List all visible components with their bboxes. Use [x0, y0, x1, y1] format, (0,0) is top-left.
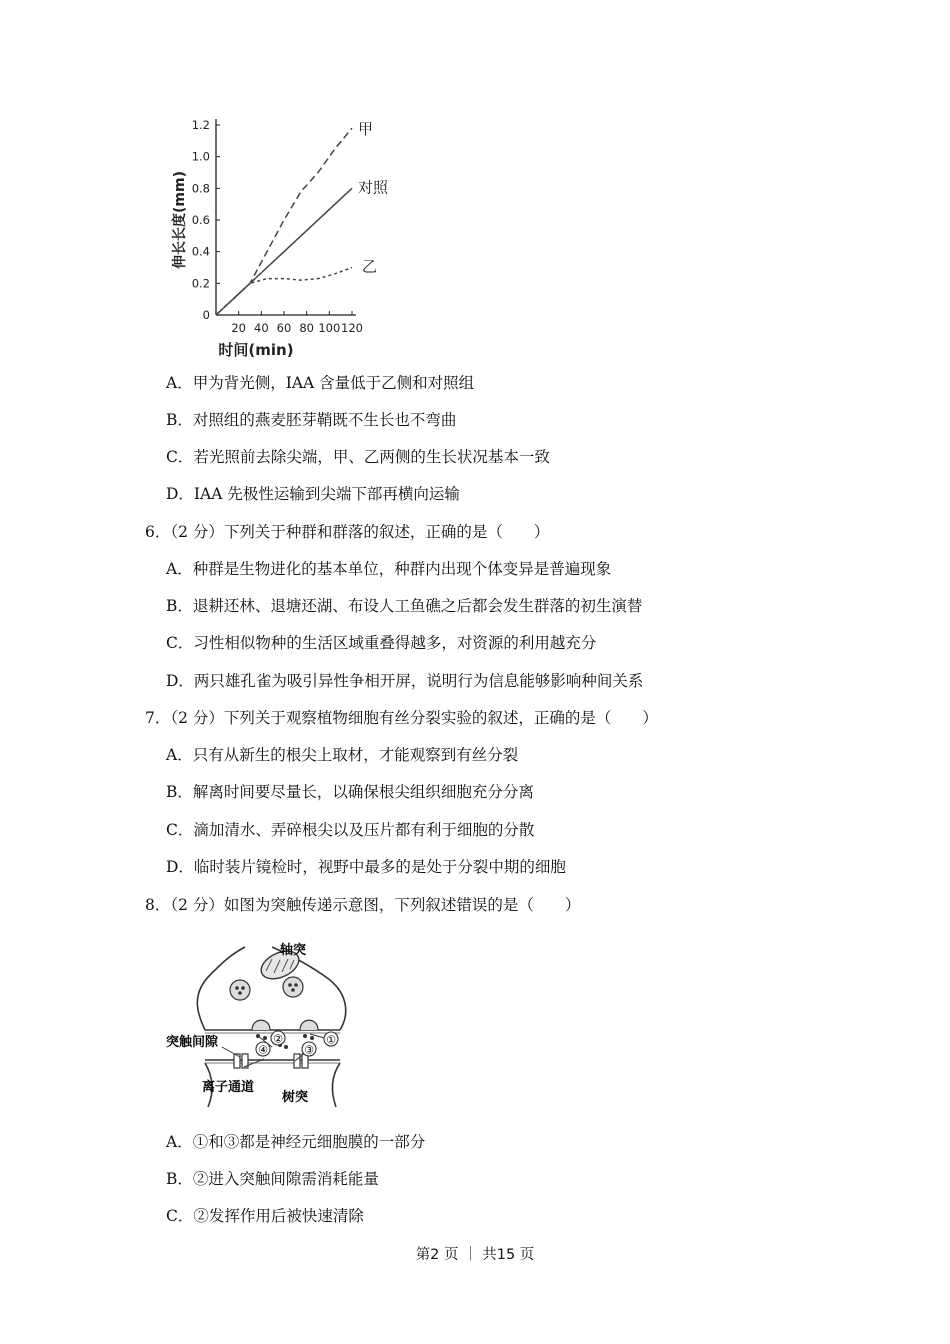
q6-stem: 6．（2 分）下列关于种群和群落的叙述，正确的是（ ） [145, 523, 550, 541]
growth-chart [160, 112, 400, 362]
label-n3: ③ [304, 1043, 314, 1057]
q6-option-c[interactable]: C．习性相似物种的生活区域重叠得越多，对资源的利用越充分 [166, 634, 597, 652]
label-n2: ② [273, 1032, 283, 1046]
q5-option-b[interactable]: B．对照组的燕麦胚芽鞘既不生长也不弯曲 [166, 411, 457, 429]
synapse-diagram [160, 935, 360, 1110]
y-tick-label: 0 [202, 308, 210, 322]
series-line-0 [216, 128, 352, 315]
series-label-0: 甲 [358, 120, 374, 139]
q7-stem: 7．（2 分）下列关于观察植物细胞有丝分裂实验的叙述，正确的是（ ） [145, 709, 658, 727]
q5-option-c[interactable]: C．若光照前去除尖端，甲、乙两侧的生长状况基本一致 [166, 448, 550, 466]
q7-option-a[interactable]: A．只有从新生的根尖上取材，才能观察到有丝分裂 [166, 746, 519, 764]
q8-stem: 8．（2 分）如图为突触传递示意图，下列叙述错误的是（ ） [145, 896, 581, 914]
x-tick-label: 100 [318, 321, 341, 335]
label-channel: 离子通道 [202, 1080, 255, 1095]
synapse-svg [160, 935, 360, 1110]
page-footer: 第2 页 ｜ 共15 页 [415, 1247, 535, 1263]
q7-option-c[interactable]: C．滴加清水、弄碎根尖以及压片都有利于细胞的分散 [166, 821, 535, 839]
y-tick-label: 0.6 [191, 213, 210, 227]
y-tick-label: 0.2 [191, 276, 210, 291]
label-axon: 轴突 [280, 943, 307, 958]
y-axis-label: 伸长长度(mm) [172, 171, 188, 269]
q5-option-d[interactable]: D．IAA 先极性运输到尖端下部再横向运输 [166, 485, 460, 503]
series-line-1 [216, 188, 352, 315]
label-n4: ④ [258, 1043, 268, 1057]
x-tick-label: 60 [276, 321, 292, 335]
y-tick-label: 1.2 [191, 118, 210, 132]
q7-option-d[interactable]: D．临时装片镜检时，视野中最多的是处于分裂中期的细胞 [166, 858, 566, 876]
growth-chart-svg [160, 112, 400, 362]
y-tick-label: 0.4 [191, 244, 210, 259]
q8-option-c[interactable]: C．②发挥作用后被快速清除 [166, 1207, 364, 1225]
y-tick-label: 0.8 [191, 181, 210, 196]
q6-option-a[interactable]: A．种群是生物进化的基本单位，种群内出现个体变异是普遍现象 [166, 560, 612, 578]
label-n1: ① [326, 1033, 336, 1047]
x-tick-label: 80 [299, 321, 314, 335]
series-label-2: 乙 [362, 257, 378, 276]
label-dendrite: 树突 [282, 1090, 309, 1105]
x-axis-label: 时间(min) [218, 341, 294, 359]
q7-option-b[interactable]: B．解离时间要尽量长，以确保根尖组织细胞充分分离 [166, 783, 534, 801]
q8-option-b[interactable]: B．②进入突触间隙需消耗能量 [166, 1170, 379, 1188]
x-tick-label: 20 [231, 321, 246, 335]
q6-option-d[interactable]: D．两只雄孔雀为吸引异性争相开屏，说明行为信息能够影响种间关系 [166, 672, 644, 690]
x-tick-label: 40 [254, 321, 269, 335]
series-line-2 [216, 268, 352, 316]
series-label-1: 对照 [358, 178, 389, 197]
y-tick-label: 1.0 [191, 149, 210, 164]
q5-option-a[interactable]: A．甲为背光侧，IAA 含量低于乙侧和对照组 [166, 374, 475, 392]
label-cleft: 突触间隙 [166, 1035, 219, 1050]
x-tick-label: 120 [341, 321, 363, 335]
q8-option-a[interactable]: A．①和③都是神经元细胞膜的一部分 [166, 1133, 426, 1151]
q6-option-b[interactable]: B．退耕还林、退塘还湖、布设人工鱼礁之后都会发生群落的初生演替 [166, 597, 643, 615]
